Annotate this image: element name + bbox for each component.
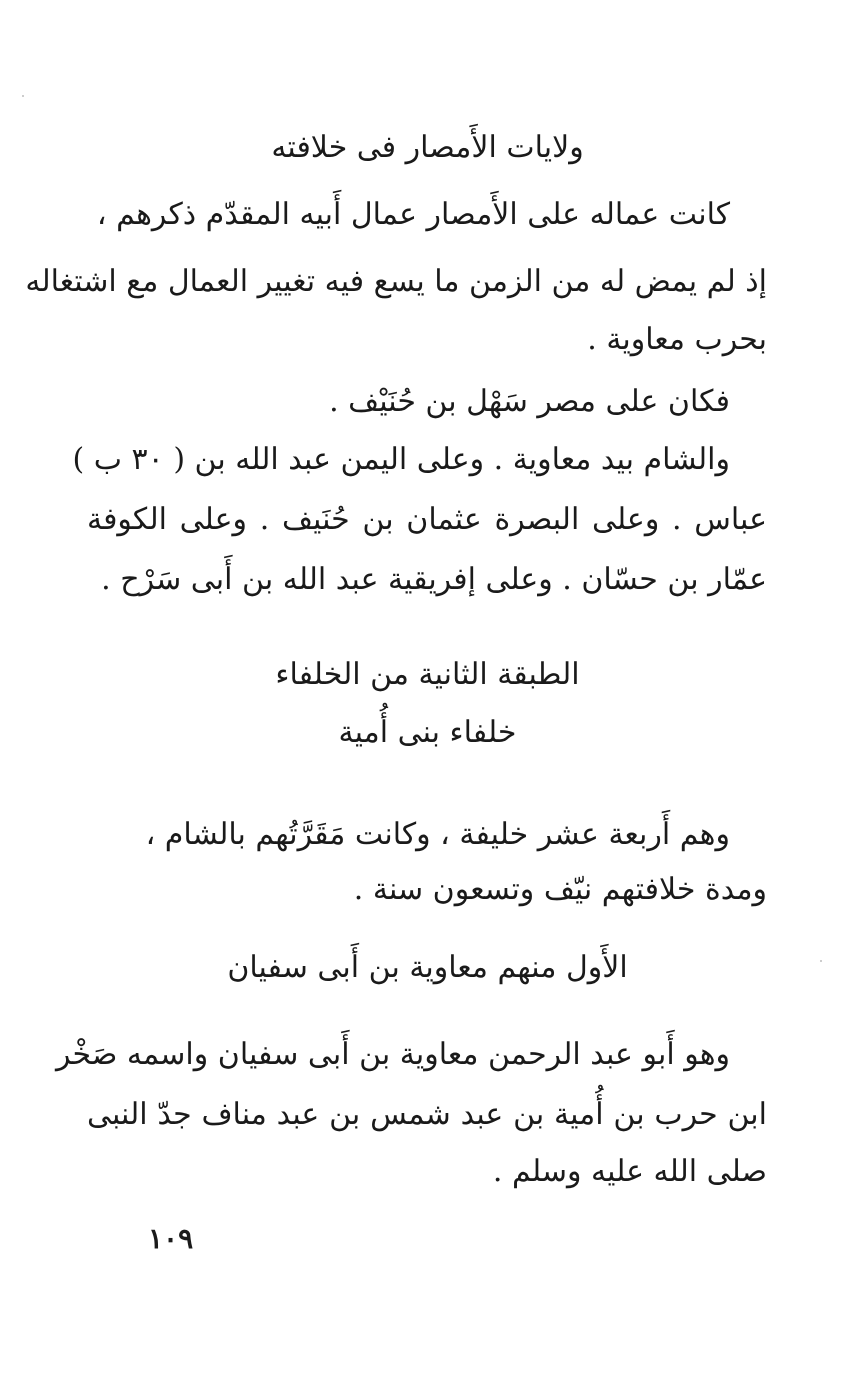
paragraph-line: فكان على مصر سَهْل بن حُنَيْف . <box>329 384 730 419</box>
paragraph-line: عمّار بن حسّان . وعلى إفريقية عبد الله بن أَبى سَرْح . <box>101 562 767 597</box>
paragraph-line: وهم أَربعة عشر خليفة ، وكانت مَقَرَّتُهم بالشام ، <box>145 817 730 852</box>
page-number: ١٠٩ <box>148 1222 194 1255</box>
paper-speck <box>22 95 24 97</box>
paragraph-line: ابن حرب بن أُمية بن عبد شمس بن عبد مناف جدّ النبى <box>87 1097 767 1132</box>
paragraph-line: إذ لم يمض له من الزمن ما يسع فيه تغيير العمال مع اشتغاله <box>25 264 767 299</box>
paragraph-line: صلى الله عليه وسلم . <box>492 1154 767 1189</box>
section-heading-second-tier: الطبقة الثانية من الخلفاء <box>275 657 580 692</box>
paper-speck <box>820 960 822 962</box>
section-heading-provinces: ولايات الأَمصار فى خلافته <box>271 130 584 165</box>
paragraph-line: والشام بيد معاوية . وعلى اليمن عبد الله بن ( ٣٠ ب ) <box>72 442 730 477</box>
paragraph-line: بحرب معاوية . <box>587 322 767 357</box>
paragraph-line: كانت عماله على الأَمصار عمال أَبيه المقدّم ذكرهم ، <box>96 197 730 232</box>
paragraph-line: ومدة خلافتهم نيّف وتسعون سنة . <box>353 872 767 907</box>
paragraph-line: وهو أَبو عبد الرحمن معاوية بن أَبى سفيان واسمه صَخْر <box>55 1037 730 1072</box>
paragraph-line: عباس . وعلى البصرة عثمان بن حُنَيف . وعلى الكوفة <box>87 502 767 537</box>
section-subheading-umayyad: خلفاء بنى أُمية <box>338 715 517 750</box>
section-heading-muawiya: الأَول منهم معاوية بن أَبى سفيان <box>227 950 628 985</box>
